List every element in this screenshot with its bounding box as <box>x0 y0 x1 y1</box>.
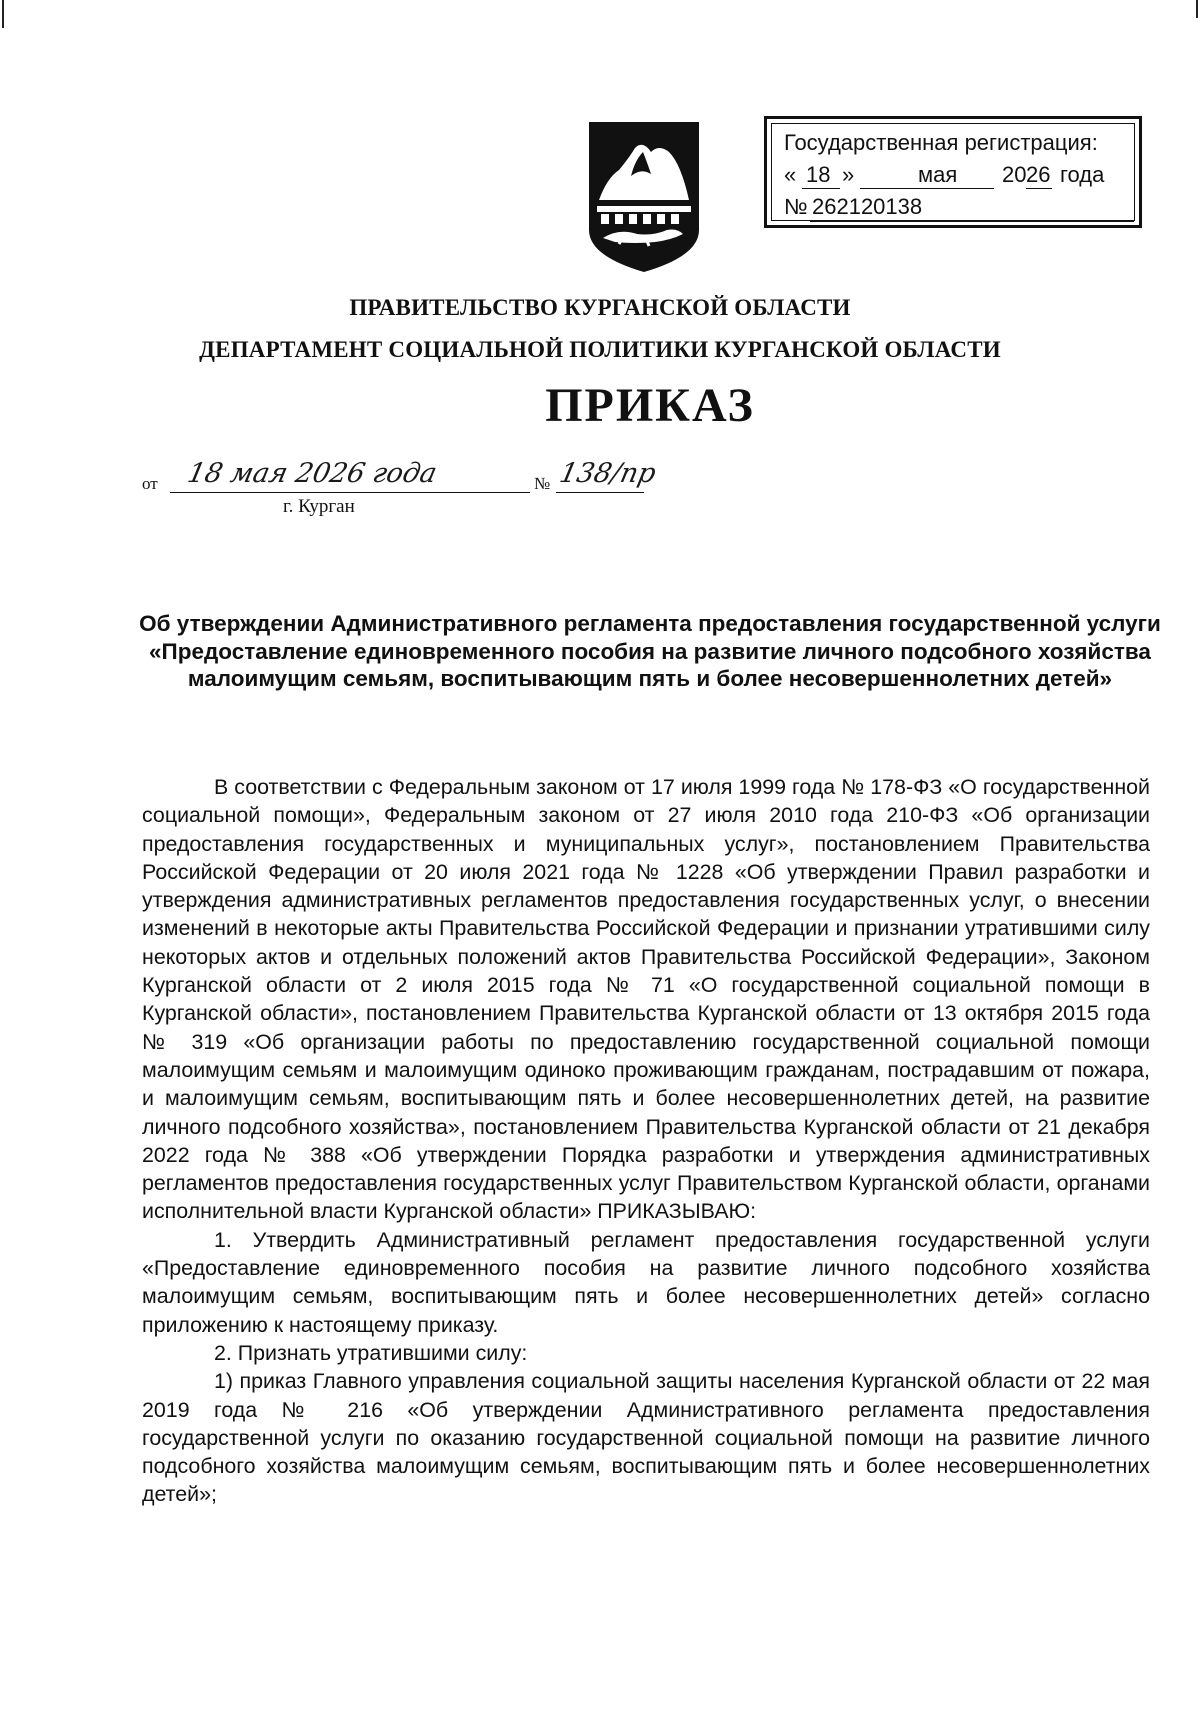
gap-underline <box>860 188 914 189</box>
registration-day: 18 <box>806 162 831 187</box>
registration-date-row <box>784 162 1134 192</box>
year-underline <box>1026 188 1052 189</box>
department-name: ДЕПАРТАМЕНТ СОЦИАЛЬНОЙ ПОЛИТИКИ КУРГАНСКОЙ ОБЛАСТИ <box>199 337 1001 362</box>
registration-number-row <box>784 194 1134 224</box>
city: г. Курган <box>283 496 355 517</box>
item-1-paragraph: 1. Утвердить Административный регламент предоставления государственной услуги «Предоставление единовременного пособия на развитие личного подсобного хозяйства малоимущим семьям, воспитывающим пять и более несовершеннолетних детей» согласно приложению к настоящему приказу. <box>142 1227 1150 1337</box>
handwritten-number: 138/пр <box>556 458 659 489</box>
document-body <box>142 773 1150 1509</box>
document-title: Об утверждении Административного регламента предоставления государственной услуги «Предоставление единовременного пособия на развитие личного подсобного хозяйства малоимущим семьям, воспитывающим пять и более несовершеннолетних детей» <box>139 611 1161 691</box>
preamble-paragraph: В соответствии с Федеральным законом от 17 июля 1999 года № 178-ФЗ «О государственной социальной помощи», Федеральным законом от 27 июля 2010 года 210-ФЗ «Об организации предоставления государственных и муниципальных услуг», постановлением Правительства Российской Федерации от 20 июля 2021 года № 1228 «Об утверждении Правил разработки и утверждения административных регламентов предоставления государственных услуг, о внесении изменений в некоторые акты Правительства Российской Федерации и признании утратившими силу некоторых актов и отдельных положений актов Правительства Российской Федерации», Законом Курганской области от 2 июля 2015 года № 71 «О государственной социальной помощи в Курганской области», постановлением Правительства Курганской области от 13 октября 2015 года № 319 «Об организации работы по предоставлению государственной социальной помощи малоимущим семьям и малоимущим одиноко проживающим гражданам, пострадавшим от пожара, и малоимущим семьям, воспитывающим пять и более несовершеннолетних детей, на развитие личного подсобного хозяйства», постановлением Правительства Курганской области от 21 декабря 2022 года № 388 «Об утверждении Порядка разработки и утверждения административных регламентов предоставления государственных услуг Правительством Курганской области, органами исполнительной власти Курганской области» ПРИКАЗЫВАЮ: <box>142 775 1150 1224</box>
number-underline <box>810 221 1134 222</box>
registration-month: мая <box>918 162 958 187</box>
day-underline <box>802 188 840 189</box>
registration-year-prefix: 20 <box>1002 162 1027 187</box>
from-label: от <box>142 474 158 493</box>
scan-edge-mark-right <box>1196 0 1198 18</box>
order-number-label: № <box>534 474 551 493</box>
registration-year-word: года <box>1060 162 1105 187</box>
order-number-underline <box>556 492 644 493</box>
coat-of-arms-icon <box>585 118 703 276</box>
document-type: ПРИКАЗ <box>545 379 755 432</box>
registration-year-suffix: 26 <box>1026 162 1051 187</box>
month-underline <box>914 188 994 189</box>
handwritten-date: 18 мая 2026 года <box>184 458 440 489</box>
date-underline <box>170 492 530 493</box>
close-quote: » <box>842 162 855 187</box>
item-2-paragraph: 2. Признать утратившими силу: <box>214 1340 528 1365</box>
registration-stamp-inner <box>771 123 1135 221</box>
order-date-number-line <box>142 460 662 510</box>
registration-number-label: № <box>784 194 808 219</box>
registration-title: Государственная регистрация: <box>784 130 1098 155</box>
item-2-1-paragraph: 1) приказ Главного управления социальной защиты населения Курганской области от 22 мая 2019 года № 216 «Об утверждении Административного регламента предоставления государственной услуги по оказанию государственной социальной помощи на развитие личного подсобного хозяйства малоимущим семьям, воспитывающим пять и более несовершеннолетних детей»; <box>142 1369 1150 1507</box>
registration-stamp <box>764 116 1142 228</box>
open-quote: « <box>784 162 797 187</box>
scan-edge-mark <box>2 0 4 28</box>
registration-number: 262120138 <box>812 194 923 219</box>
government-name: ПРАВИТЕЛЬСТВО КУРГАНСКОЙ ОБЛАСТИ <box>349 295 851 320</box>
